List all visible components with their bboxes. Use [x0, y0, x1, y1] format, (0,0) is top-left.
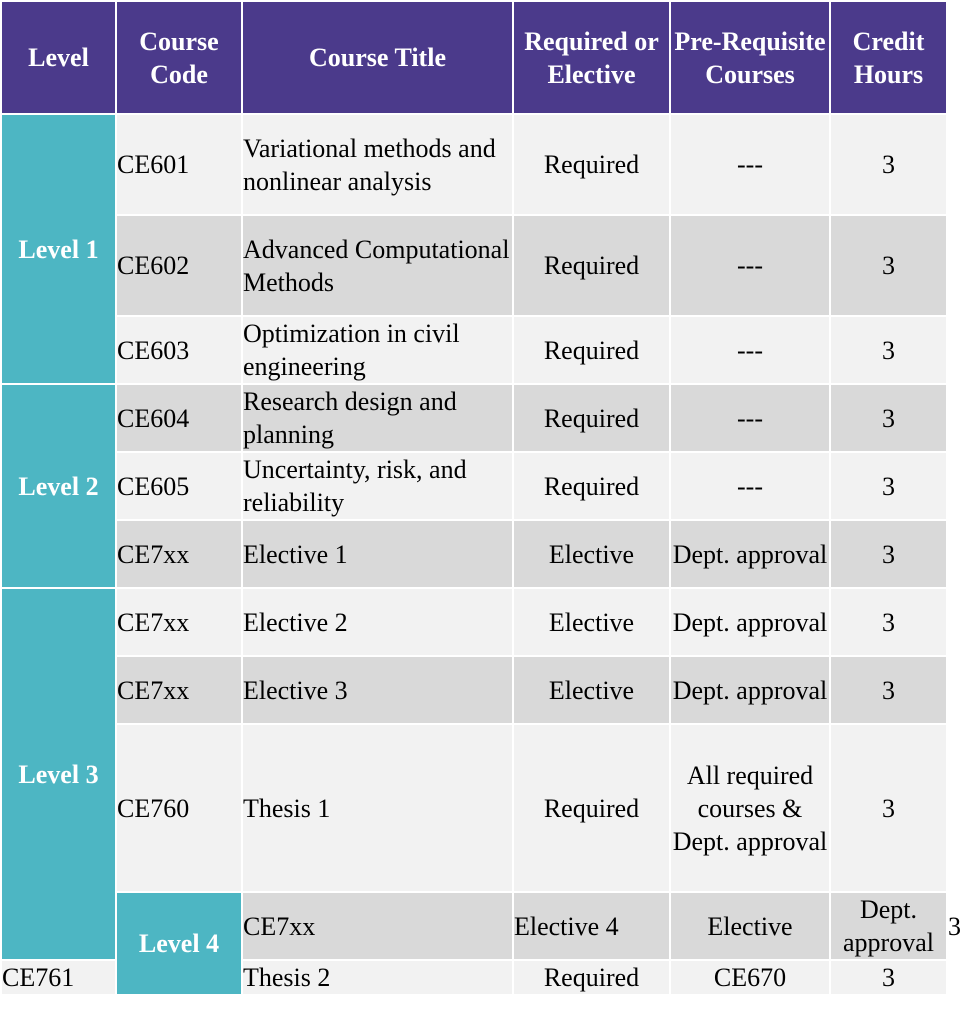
course-requirement: Required	[513, 724, 670, 892]
course-requirement: Elective	[513, 656, 670, 724]
course-prerequisite: Dept. approval	[670, 656, 830, 724]
course-code: CE7xx	[116, 588, 242, 656]
course-credit: 3	[830, 384, 947, 452]
course-credit: 3	[830, 316, 947, 384]
header-row	[1, 1, 947, 114]
table-row	[1, 588, 947, 656]
table-row	[1, 452, 947, 520]
course-credit: 3	[830, 656, 947, 724]
level-2-cell: Level 2	[1, 384, 116, 588]
course-code: CE7xx	[116, 656, 242, 724]
table-row	[1, 520, 947, 588]
table-row	[1, 384, 947, 452]
course-requirement: Elective	[513, 588, 670, 656]
course-title: Elective 2	[242, 588, 513, 656]
course-credit: 3	[830, 215, 947, 316]
level-1-cell: Level 1	[1, 114, 116, 384]
course-title: Advanced Computational Methods	[242, 215, 513, 316]
table-row	[1, 114, 947, 215]
course-prerequisite: ---	[670, 215, 830, 316]
course-credit: 3	[830, 960, 947, 995]
table-row: Level 4 CE7xx Elective 4 Elective Dept. approval 3	[1, 892, 947, 960]
header-level: Level	[1, 1, 116, 114]
course-requirement: Required	[513, 384, 670, 452]
course-credit: 3	[830, 452, 947, 520]
course-requirement: Required	[513, 316, 670, 384]
course-title: Elective 4	[513, 892, 670, 960]
course-code: CE604	[116, 384, 242, 452]
course-credit: 3	[830, 588, 947, 656]
header-course-title: Course Title	[242, 1, 513, 114]
course-prerequisite: Dept. approval	[670, 520, 830, 588]
course-prerequisite: Dept. approval	[830, 892, 947, 960]
course-code: CE760	[116, 724, 242, 892]
course-credit: 3	[830, 520, 947, 588]
course-requirement: Elective	[670, 892, 830, 960]
table-row	[1, 215, 947, 316]
course-code: CE761	[1, 960, 116, 995]
course-code: CE601	[116, 114, 242, 215]
course-code: CE602	[116, 215, 242, 316]
header-course-code: Course Code	[116, 1, 242, 114]
course-prerequisite: ---	[670, 114, 830, 215]
course-code: CE603	[116, 316, 242, 384]
course-requirement: Required	[513, 114, 670, 215]
course-requirement: Required	[513, 215, 670, 316]
course-title: Research design and planning	[242, 384, 513, 452]
header-prerequisite-courses: Pre-Requisite Courses	[670, 1, 830, 114]
course-prerequisite: All required courses & Dept. approval	[670, 724, 830, 892]
course-prerequisite: ---	[670, 452, 830, 520]
header-required-or-elective: Required or Elective	[513, 1, 670, 114]
course-code: CE7xx	[116, 520, 242, 588]
course-title: Variational methods and nonlinear analysis	[242, 114, 513, 215]
course-requirement: Required	[513, 960, 670, 995]
level-4-cell: Level 4	[116, 892, 242, 995]
level-3-cell: Level 3	[1, 588, 116, 960]
course-requirement: Required	[513, 452, 670, 520]
course-title: Elective 3	[242, 656, 513, 724]
course-code: CE605	[116, 452, 242, 520]
course-prerequisite: ---	[670, 384, 830, 452]
course-title: Thesis 1	[242, 724, 513, 892]
header-credit-hours: Credit Hours	[830, 1, 947, 114]
table-row	[1, 656, 947, 724]
course-prerequisite: Dept. approval	[670, 588, 830, 656]
course-title: Uncertainty, risk, and reliability	[242, 452, 513, 520]
course-credit: 3	[830, 114, 947, 215]
course-title: Optimization in civil engineering	[242, 316, 513, 384]
course-requirement: Elective	[513, 520, 670, 588]
course-prerequisite: ---	[670, 316, 830, 384]
course-title: Thesis 2	[242, 960, 513, 995]
course-credit: 3	[830, 724, 947, 892]
table-row	[1, 316, 947, 384]
course-prerequisite: CE670	[670, 960, 830, 995]
table-row	[1, 724, 947, 892]
course-code: CE7xx	[242, 892, 513, 960]
course-title: Elective 1	[242, 520, 513, 588]
